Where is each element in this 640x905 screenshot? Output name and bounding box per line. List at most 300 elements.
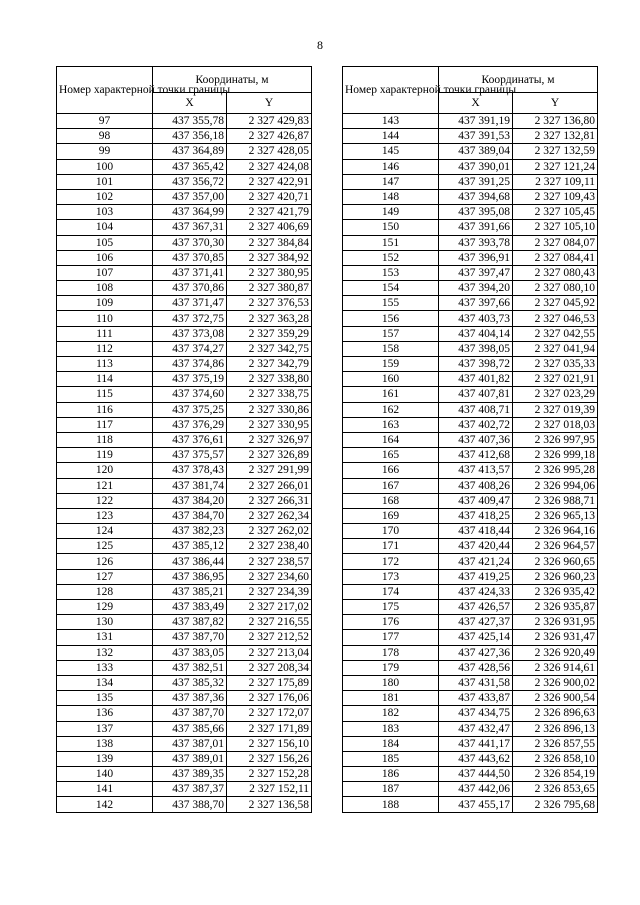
x-coordinate-cell: 437 382,23 bbox=[153, 524, 227, 539]
y-coordinate-cell: 2 327 045,92 bbox=[513, 296, 598, 311]
table-row bbox=[343, 539, 598, 554]
x-coordinate-cell: 437 385,12 bbox=[153, 539, 227, 554]
x-coordinate-cell: 437 388,70 bbox=[153, 797, 227, 812]
point-number-cell: 168 bbox=[343, 493, 439, 508]
y-coordinate-cell: 2 326 900,02 bbox=[513, 675, 598, 690]
table-row bbox=[343, 235, 598, 250]
x-coordinate-cell: 437 426,57 bbox=[439, 600, 513, 615]
x-coordinate-cell: 437 404,14 bbox=[439, 326, 513, 341]
point-number-cell: 165 bbox=[343, 448, 439, 463]
table-row bbox=[57, 205, 312, 220]
x-coordinate-cell: 437 432,47 bbox=[439, 721, 513, 736]
y-coordinate-cell: 2 327 291,99 bbox=[227, 463, 312, 478]
x-coordinate-cell: 437 391,66 bbox=[439, 220, 513, 235]
table-row bbox=[343, 220, 598, 235]
y-coordinate-cell: 2 327 156,10 bbox=[227, 736, 312, 751]
point-number-cell: 170 bbox=[343, 524, 439, 539]
y-coordinate-cell: 2 326 931,95 bbox=[513, 615, 598, 630]
point-number-cell: 118 bbox=[57, 432, 153, 447]
header-y: Y bbox=[513, 93, 598, 114]
point-number-cell: 105 bbox=[57, 235, 153, 250]
point-number-cell: 107 bbox=[57, 265, 153, 280]
y-coordinate-cell: 2 327 175,89 bbox=[227, 675, 312, 690]
x-coordinate-cell: 437 407,36 bbox=[439, 432, 513, 447]
y-coordinate-cell: 2 326 935,42 bbox=[513, 584, 598, 599]
table-row bbox=[343, 630, 598, 645]
y-coordinate-cell: 2 327 136,80 bbox=[513, 114, 598, 129]
table-row bbox=[343, 554, 598, 569]
x-coordinate-cell: 437 408,71 bbox=[439, 402, 513, 417]
x-coordinate-cell: 437 389,01 bbox=[153, 751, 227, 766]
table-row bbox=[343, 326, 598, 341]
x-coordinate-cell: 437 384,20 bbox=[153, 493, 227, 508]
x-coordinate-cell: 437 355,78 bbox=[153, 114, 227, 129]
table-row bbox=[57, 265, 312, 280]
x-coordinate-cell: 437 408,26 bbox=[439, 478, 513, 493]
table-row bbox=[343, 751, 598, 766]
x-coordinate-cell: 437 371,47 bbox=[153, 296, 227, 311]
y-coordinate-cell: 2 327 019,39 bbox=[513, 402, 598, 417]
y-coordinate-cell: 2 327 156,26 bbox=[227, 751, 312, 766]
x-coordinate-cell: 437 391,19 bbox=[439, 114, 513, 129]
x-coordinate-cell: 437 387,70 bbox=[153, 630, 227, 645]
y-coordinate-cell: 2 327 080,10 bbox=[513, 281, 598, 296]
table-row bbox=[57, 235, 312, 250]
x-coordinate-cell: 437 386,95 bbox=[153, 569, 227, 584]
table-row bbox=[57, 341, 312, 356]
table-row bbox=[343, 205, 598, 220]
point-number-cell: 137 bbox=[57, 721, 153, 736]
x-coordinate-cell: 437 370,30 bbox=[153, 235, 227, 250]
table-row bbox=[57, 615, 312, 630]
point-number-cell: 131 bbox=[57, 630, 153, 645]
x-coordinate-cell: 437 395,08 bbox=[439, 205, 513, 220]
header-x: X bbox=[439, 93, 513, 114]
y-coordinate-cell: 2 326 935,87 bbox=[513, 600, 598, 615]
table-row bbox=[57, 387, 312, 402]
point-number-cell: 120 bbox=[57, 463, 153, 478]
table-row bbox=[57, 159, 312, 174]
y-coordinate-cell: 2 327 212,52 bbox=[227, 630, 312, 645]
y-coordinate-cell: 2 327 152,11 bbox=[227, 782, 312, 797]
x-coordinate-cell: 437 407,81 bbox=[439, 387, 513, 402]
table-row bbox=[57, 174, 312, 189]
table-row bbox=[343, 448, 598, 463]
point-number-cell: 176 bbox=[343, 615, 439, 630]
point-number-cell: 108 bbox=[57, 281, 153, 296]
x-coordinate-cell: 437 370,86 bbox=[153, 281, 227, 296]
point-number-cell: 101 bbox=[57, 174, 153, 189]
y-coordinate-cell: 2 327 121,24 bbox=[513, 159, 598, 174]
table-row bbox=[57, 706, 312, 721]
point-number-cell: 99 bbox=[57, 144, 153, 159]
y-coordinate-cell: 2 327 428,05 bbox=[227, 144, 312, 159]
y-coordinate-cell: 2 327 420,71 bbox=[227, 189, 312, 204]
y-coordinate-cell: 2 327 171,89 bbox=[227, 721, 312, 736]
y-coordinate-cell: 2 327 342,75 bbox=[227, 341, 312, 356]
table-row bbox=[343, 782, 598, 797]
x-coordinate-cell: 437 374,60 bbox=[153, 387, 227, 402]
x-coordinate-cell: 437 418,25 bbox=[439, 508, 513, 523]
y-coordinate-cell: 2 327 266,31 bbox=[227, 493, 312, 508]
point-number-cell: 113 bbox=[57, 357, 153, 372]
table-row bbox=[343, 736, 598, 751]
table-row bbox=[343, 767, 598, 782]
table-row bbox=[343, 463, 598, 478]
table-row bbox=[57, 493, 312, 508]
point-number-cell: 167 bbox=[343, 478, 439, 493]
y-coordinate-cell: 2 327 234,39 bbox=[227, 584, 312, 599]
table-row bbox=[57, 326, 312, 341]
point-number-cell: 143 bbox=[343, 114, 439, 129]
point-number-cell: 175 bbox=[343, 600, 439, 615]
table-row bbox=[57, 600, 312, 615]
point-number-cell: 177 bbox=[343, 630, 439, 645]
y-coordinate-cell: 2 326 964,57 bbox=[513, 539, 598, 554]
table-row bbox=[343, 357, 598, 372]
point-number-cell: 109 bbox=[57, 296, 153, 311]
y-coordinate-cell: 2 326 997,95 bbox=[513, 432, 598, 447]
point-number-cell: 112 bbox=[57, 341, 153, 356]
table-row bbox=[343, 417, 598, 432]
table-row bbox=[343, 524, 598, 539]
table-row bbox=[57, 463, 312, 478]
y-coordinate-cell: 2 327 426,87 bbox=[227, 129, 312, 144]
y-coordinate-cell: 2 327 080,43 bbox=[513, 265, 598, 280]
y-coordinate-cell: 2 327 176,06 bbox=[227, 691, 312, 706]
y-coordinate-cell: 2 327 363,28 bbox=[227, 311, 312, 326]
x-coordinate-cell: 437 389,04 bbox=[439, 144, 513, 159]
point-number-cell: 152 bbox=[343, 250, 439, 265]
y-coordinate-cell: 2 326 795,68 bbox=[513, 797, 598, 812]
y-coordinate-cell: 2 327 384,84 bbox=[227, 235, 312, 250]
table-row bbox=[343, 797, 598, 812]
x-coordinate-cell: 437 393,78 bbox=[439, 235, 513, 250]
point-number-cell: 132 bbox=[57, 645, 153, 660]
table-row bbox=[57, 372, 312, 387]
x-coordinate-cell: 437 402,72 bbox=[439, 417, 513, 432]
point-number-cell: 142 bbox=[57, 797, 153, 812]
table-row bbox=[57, 797, 312, 812]
table-row bbox=[343, 174, 598, 189]
x-coordinate-cell: 437 444,50 bbox=[439, 767, 513, 782]
x-coordinate-cell: 437 394,20 bbox=[439, 281, 513, 296]
y-coordinate-cell: 2 326 965,13 bbox=[513, 508, 598, 523]
table-row bbox=[343, 432, 598, 447]
point-number-cell: 136 bbox=[57, 706, 153, 721]
point-number-cell: 134 bbox=[57, 675, 153, 690]
table-row bbox=[57, 144, 312, 159]
coordinates-table-right bbox=[342, 66, 598, 813]
header-coordinates: Координаты, м bbox=[439, 67, 598, 93]
x-coordinate-cell: 437 442,06 bbox=[439, 782, 513, 797]
y-coordinate-cell: 2 327 105,45 bbox=[513, 205, 598, 220]
point-number-cell: 153 bbox=[343, 265, 439, 280]
point-number-cell: 114 bbox=[57, 372, 153, 387]
point-number-cell: 147 bbox=[343, 174, 439, 189]
point-number-cell: 158 bbox=[343, 341, 439, 356]
x-coordinate-cell: 437 409,47 bbox=[439, 493, 513, 508]
x-coordinate-cell: 437 391,25 bbox=[439, 174, 513, 189]
table-row bbox=[343, 691, 598, 706]
x-coordinate-cell: 437 387,36 bbox=[153, 691, 227, 706]
table-row bbox=[57, 189, 312, 204]
y-coordinate-cell: 2 327 042,55 bbox=[513, 326, 598, 341]
x-coordinate-cell: 437 424,33 bbox=[439, 584, 513, 599]
table-row bbox=[57, 630, 312, 645]
point-number-cell: 166 bbox=[343, 463, 439, 478]
x-coordinate-cell: 437 384,70 bbox=[153, 508, 227, 523]
y-coordinate-cell: 2 327 406,69 bbox=[227, 220, 312, 235]
table-row bbox=[57, 554, 312, 569]
y-coordinate-cell: 2 326 857,55 bbox=[513, 736, 598, 751]
y-coordinate-cell: 2 327 084,41 bbox=[513, 250, 598, 265]
point-number-cell: 183 bbox=[343, 721, 439, 736]
table-row bbox=[57, 281, 312, 296]
y-coordinate-cell: 2 326 900,54 bbox=[513, 691, 598, 706]
x-coordinate-cell: 437 373,08 bbox=[153, 326, 227, 341]
point-number-cell: 103 bbox=[57, 205, 153, 220]
point-number-cell: 135 bbox=[57, 691, 153, 706]
y-coordinate-cell: 2 326 858,10 bbox=[513, 751, 598, 766]
y-coordinate-cell: 2 327 217,02 bbox=[227, 600, 312, 615]
table-row bbox=[343, 706, 598, 721]
y-coordinate-cell: 2 327 421,79 bbox=[227, 205, 312, 220]
y-coordinate-cell: 2 327 338,80 bbox=[227, 372, 312, 387]
x-coordinate-cell: 437 433,87 bbox=[439, 691, 513, 706]
y-coordinate-cell: 2 327 172,07 bbox=[227, 706, 312, 721]
x-coordinate-cell: 437 431,58 bbox=[439, 675, 513, 690]
x-coordinate-cell: 437 434,75 bbox=[439, 706, 513, 721]
table-row bbox=[57, 357, 312, 372]
x-coordinate-cell: 437 386,44 bbox=[153, 554, 227, 569]
x-coordinate-cell: 437 425,14 bbox=[439, 630, 513, 645]
point-number-cell: 144 bbox=[343, 129, 439, 144]
y-coordinate-cell: 2 327 105,10 bbox=[513, 220, 598, 235]
x-coordinate-cell: 437 387,70 bbox=[153, 706, 227, 721]
x-coordinate-cell: 437 420,44 bbox=[439, 539, 513, 554]
point-number-cell: 130 bbox=[57, 615, 153, 630]
x-coordinate-cell: 437 387,82 bbox=[153, 615, 227, 630]
y-coordinate-cell: 2 327 342,79 bbox=[227, 357, 312, 372]
point-number-cell: 121 bbox=[57, 478, 153, 493]
point-number-cell: 163 bbox=[343, 417, 439, 432]
point-number-cell: 182 bbox=[343, 706, 439, 721]
point-number-cell: 171 bbox=[343, 539, 439, 554]
point-number-cell: 155 bbox=[343, 296, 439, 311]
coordinates-table-left bbox=[56, 66, 312, 813]
table-row bbox=[343, 189, 598, 204]
point-number-cell: 146 bbox=[343, 159, 439, 174]
table-row bbox=[57, 250, 312, 265]
x-coordinate-cell: 437 385,32 bbox=[153, 675, 227, 690]
point-number-cell: 138 bbox=[57, 736, 153, 751]
x-coordinate-cell: 437 382,51 bbox=[153, 660, 227, 675]
point-number-cell: 188 bbox=[343, 797, 439, 812]
point-number-cell: 97 bbox=[57, 114, 153, 129]
x-coordinate-cell: 437 394,68 bbox=[439, 189, 513, 204]
point-number-cell: 174 bbox=[343, 584, 439, 599]
header-point-number: Номер характерной точки границы bbox=[343, 67, 439, 114]
y-coordinate-cell: 2 327 266,01 bbox=[227, 478, 312, 493]
point-number-cell: 119 bbox=[57, 448, 153, 463]
table-row bbox=[57, 767, 312, 782]
table-row bbox=[57, 478, 312, 493]
y-coordinate-cell: 2 326 960,65 bbox=[513, 554, 598, 569]
table-row bbox=[57, 721, 312, 736]
point-number-cell: 151 bbox=[343, 235, 439, 250]
table-row bbox=[343, 721, 598, 736]
y-coordinate-cell: 2 327 109,43 bbox=[513, 189, 598, 204]
y-coordinate-cell: 2 327 422,91 bbox=[227, 174, 312, 189]
header-coordinates: Координаты, м bbox=[153, 67, 312, 93]
y-coordinate-cell: 2 327 262,02 bbox=[227, 524, 312, 539]
x-coordinate-cell: 437 397,47 bbox=[439, 265, 513, 280]
table-row bbox=[343, 311, 598, 326]
table-row bbox=[343, 387, 598, 402]
table-row bbox=[343, 584, 598, 599]
x-coordinate-cell: 437 357,00 bbox=[153, 189, 227, 204]
y-coordinate-cell: 2 326 995,28 bbox=[513, 463, 598, 478]
point-number-cell: 157 bbox=[343, 326, 439, 341]
x-coordinate-cell: 437 403,73 bbox=[439, 311, 513, 326]
table-row bbox=[57, 736, 312, 751]
table-row bbox=[343, 296, 598, 311]
x-coordinate-cell: 437 421,24 bbox=[439, 554, 513, 569]
point-number-cell: 169 bbox=[343, 508, 439, 523]
y-coordinate-cell: 2 326 914,61 bbox=[513, 660, 598, 675]
point-number-cell: 129 bbox=[57, 600, 153, 615]
x-coordinate-cell: 437 419,25 bbox=[439, 569, 513, 584]
table-row bbox=[57, 539, 312, 554]
table-row bbox=[57, 417, 312, 432]
x-coordinate-cell: 437 383,05 bbox=[153, 645, 227, 660]
table-row bbox=[343, 250, 598, 265]
point-number-cell: 149 bbox=[343, 205, 439, 220]
table-row bbox=[57, 569, 312, 584]
x-coordinate-cell: 437 383,49 bbox=[153, 600, 227, 615]
header-point-number: Номер характерной точки границы bbox=[57, 67, 153, 114]
point-number-cell: 117 bbox=[57, 417, 153, 432]
point-number-cell: 115 bbox=[57, 387, 153, 402]
table-row bbox=[343, 508, 598, 523]
x-coordinate-cell: 437 372,75 bbox=[153, 311, 227, 326]
table-row bbox=[343, 129, 598, 144]
x-coordinate-cell: 437 376,29 bbox=[153, 417, 227, 432]
y-coordinate-cell: 2 326 964,16 bbox=[513, 524, 598, 539]
y-coordinate-cell: 2 327 326,89 bbox=[227, 448, 312, 463]
y-coordinate-cell: 2 327 234,60 bbox=[227, 569, 312, 584]
table-row bbox=[343, 281, 598, 296]
y-coordinate-cell: 2 327 136,58 bbox=[227, 797, 312, 812]
table-row bbox=[343, 478, 598, 493]
point-number-cell: 179 bbox=[343, 660, 439, 675]
point-number-cell: 172 bbox=[343, 554, 439, 569]
y-coordinate-cell: 2 327 424,08 bbox=[227, 159, 312, 174]
y-coordinate-cell: 2 326 960,23 bbox=[513, 569, 598, 584]
point-number-cell: 140 bbox=[57, 767, 153, 782]
y-coordinate-cell: 2 327 132,59 bbox=[513, 144, 598, 159]
x-coordinate-cell: 437 375,19 bbox=[153, 372, 227, 387]
point-number-cell: 180 bbox=[343, 675, 439, 690]
x-coordinate-cell: 437 443,62 bbox=[439, 751, 513, 766]
x-coordinate-cell: 437 418,44 bbox=[439, 524, 513, 539]
x-coordinate-cell: 437 412,68 bbox=[439, 448, 513, 463]
y-coordinate-cell: 2 326 994,06 bbox=[513, 478, 598, 493]
x-coordinate-cell: 437 385,66 bbox=[153, 721, 227, 736]
point-number-cell: 186 bbox=[343, 767, 439, 782]
x-coordinate-cell: 437 387,01 bbox=[153, 736, 227, 751]
y-coordinate-cell: 2 327 376,53 bbox=[227, 296, 312, 311]
x-coordinate-cell: 437 396,91 bbox=[439, 250, 513, 265]
x-coordinate-cell: 437 387,37 bbox=[153, 782, 227, 797]
x-coordinate-cell: 437 401,82 bbox=[439, 372, 513, 387]
table-row bbox=[57, 129, 312, 144]
table-body-left bbox=[57, 114, 312, 813]
y-coordinate-cell: 2 327 380,95 bbox=[227, 265, 312, 280]
table-row bbox=[57, 296, 312, 311]
point-number-cell: 164 bbox=[343, 432, 439, 447]
point-number-cell: 128 bbox=[57, 584, 153, 599]
point-number-cell: 148 bbox=[343, 189, 439, 204]
y-coordinate-cell: 2 326 999,18 bbox=[513, 448, 598, 463]
x-coordinate-cell: 437 364,89 bbox=[153, 144, 227, 159]
table-row bbox=[343, 372, 598, 387]
point-number-cell: 116 bbox=[57, 402, 153, 417]
x-coordinate-cell: 437 398,05 bbox=[439, 341, 513, 356]
point-number-cell: 154 bbox=[343, 281, 439, 296]
x-coordinate-cell: 437 374,86 bbox=[153, 357, 227, 372]
y-coordinate-cell: 2 327 330,95 bbox=[227, 417, 312, 432]
x-coordinate-cell: 437 376,61 bbox=[153, 432, 227, 447]
table-row bbox=[343, 569, 598, 584]
x-coordinate-cell: 437 370,85 bbox=[153, 250, 227, 265]
table-row bbox=[343, 402, 598, 417]
point-number-cell: 133 bbox=[57, 660, 153, 675]
y-coordinate-cell: 2 327 429,83 bbox=[227, 114, 312, 129]
table-row bbox=[57, 114, 312, 129]
point-number-cell: 110 bbox=[57, 311, 153, 326]
table-row bbox=[57, 584, 312, 599]
y-coordinate-cell: 2 326 988,71 bbox=[513, 493, 598, 508]
table-row bbox=[343, 341, 598, 356]
table-row bbox=[57, 691, 312, 706]
table-row bbox=[343, 493, 598, 508]
table-row bbox=[343, 645, 598, 660]
x-coordinate-cell: 437 375,25 bbox=[153, 402, 227, 417]
y-coordinate-cell: 2 327 326,97 bbox=[227, 432, 312, 447]
table-row bbox=[343, 675, 598, 690]
point-number-cell: 159 bbox=[343, 357, 439, 372]
header-y: Y bbox=[227, 93, 312, 114]
point-number-cell: 150 bbox=[343, 220, 439, 235]
table-row bbox=[57, 402, 312, 417]
y-coordinate-cell: 2 327 132,81 bbox=[513, 129, 598, 144]
table-row bbox=[343, 615, 598, 630]
y-coordinate-cell: 2 327 023,29 bbox=[513, 387, 598, 402]
table-body-right bbox=[343, 114, 598, 813]
y-coordinate-cell: 2 327 018,03 bbox=[513, 417, 598, 432]
point-number-cell: 184 bbox=[343, 736, 439, 751]
y-coordinate-cell: 2 327 359,29 bbox=[227, 326, 312, 341]
y-coordinate-cell: 2 326 854,19 bbox=[513, 767, 598, 782]
x-coordinate-cell: 437 378,43 bbox=[153, 463, 227, 478]
table-row bbox=[343, 144, 598, 159]
table-row bbox=[343, 114, 598, 129]
point-number-cell: 141 bbox=[57, 782, 153, 797]
point-number-cell: 178 bbox=[343, 645, 439, 660]
y-coordinate-cell: 2 326 931,47 bbox=[513, 630, 598, 645]
